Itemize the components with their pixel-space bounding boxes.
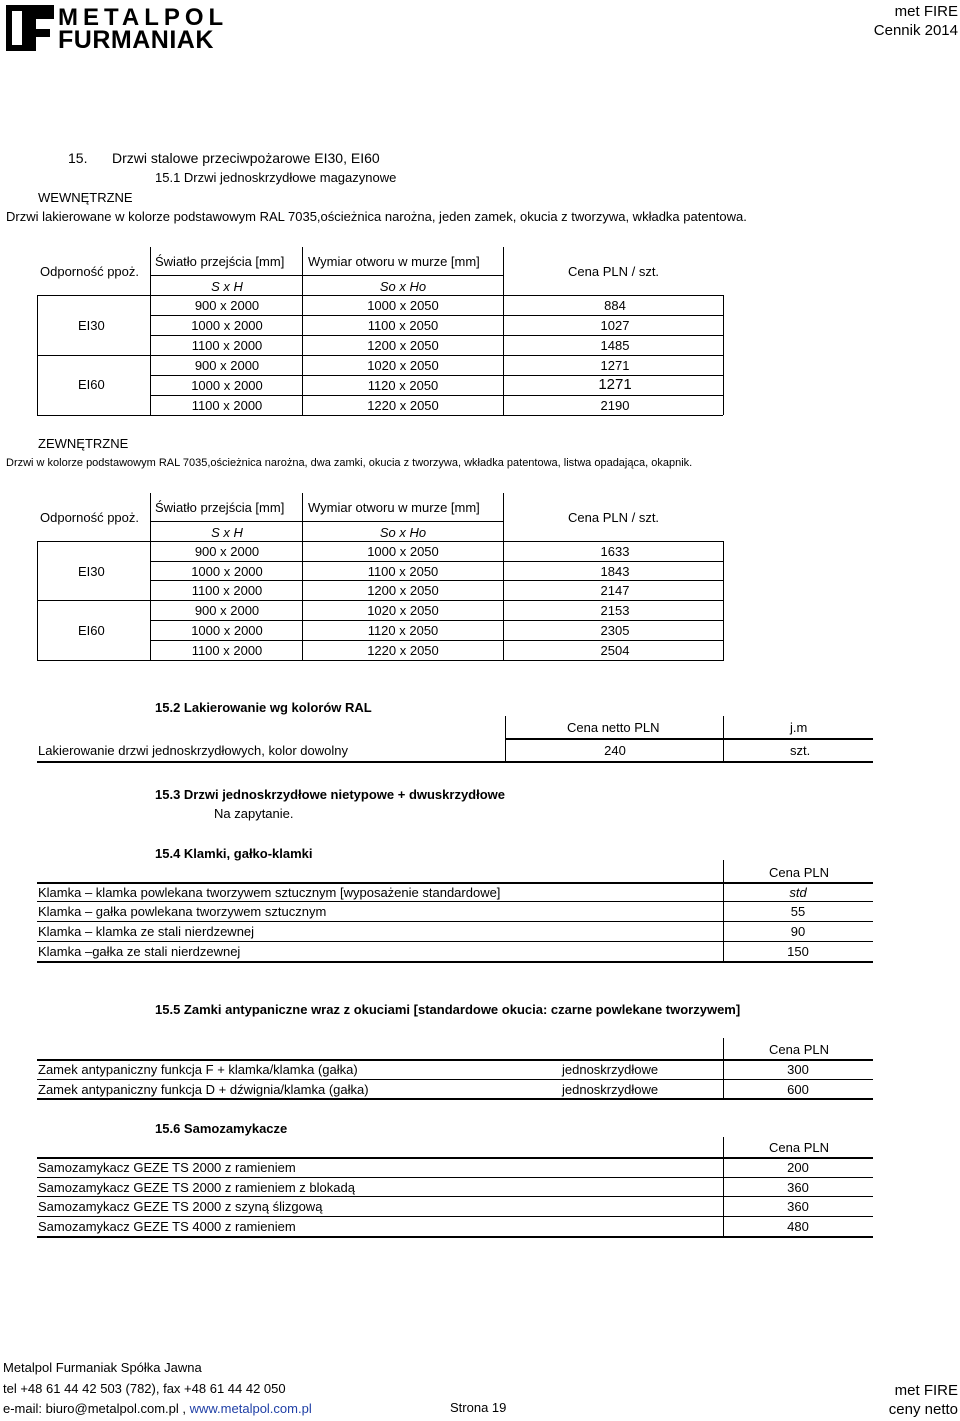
table-cell: 1000 x 2000 — [191, 564, 263, 579]
col-header-price: Cena PLN / szt. — [568, 264, 660, 279]
table-cell-price: 2153 — [600, 603, 630, 618]
table-cell: 1220 x 2050 — [367, 398, 439, 413]
table-rule — [37, 1216, 873, 1217]
closer-item-name: Samozamykacz GEZE TS 2000 z ramieniem z blokadą — [38, 1180, 355, 1195]
table-cell: 1000 x 2000 — [191, 623, 263, 638]
table-cell: 1000 x 2050 — [367, 544, 439, 559]
handle-item-name: Klamka – klamka powlekana tworzywem sztucznym [wyposażenie standardowe] — [38, 885, 501, 900]
table-divider — [302, 493, 303, 661]
table-cell: 1020 x 2050 — [367, 358, 439, 373]
table-cell-price: 1843 — [600, 564, 630, 579]
table-cell: 900 x 2000 — [194, 298, 260, 313]
table-cell: 1100 x 2000 — [191, 583, 263, 598]
col-header-unit: j.m — [790, 720, 808, 735]
resistance-class-ei30: EI30 — [78, 564, 105, 579]
col-header-resistance: Odporność ppoż. — [40, 264, 140, 279]
table-rule — [37, 415, 723, 416]
footer-website-link[interactable]: www.metalpol.com.pl — [189, 1401, 312, 1416]
footer-contact — [3, 1401, 312, 1416]
subsection-15-1-title: 15.1 Drzwi jednoskrzydłowe magazynowe — [155, 170, 397, 185]
handle-item-price: std — [789, 885, 807, 900]
table-rule — [150, 620, 723, 621]
col-subheader-opening: S x H — [211, 279, 243, 294]
table-rule — [37, 660, 723, 661]
col-header-price-net: Cena netto PLN — [567, 720, 660, 735]
col-subheader-wall: So x Ho — [379, 279, 427, 294]
subsection-15-3-title: 15.3 Drzwi jednoskrzydłowe nietypowe + dwuskrzydłowe — [155, 787, 506, 802]
table-cell: 1000 x 2050 — [367, 298, 439, 313]
table-rule — [37, 1196, 873, 1197]
col-header-resistance: Odporność ppoż. — [40, 510, 140, 525]
closer-item-name: Samozamykacz GEZE TS 2000 z ramieniem — [38, 1160, 296, 1175]
table-divider — [150, 493, 151, 661]
table-divider — [723, 1137, 724, 1237]
lacquer-item: Lakierowanie drzwi jednoskrzydłowych, kolor dowolny — [38, 743, 348, 758]
table-rule — [37, 600, 723, 601]
closer-item-price: 360 — [787, 1199, 809, 1214]
table-rule — [37, 1079, 873, 1080]
footer-phone: tel +48 61 44 42 503 (782), fax +48 61 44 42 050 — [3, 1381, 286, 1396]
table-cell: 1000 x 2000 — [191, 318, 263, 333]
col-header-opening: Światło przejścia [mm] — [155, 500, 285, 515]
closer-item-name: Samozamykacz GEZE TS 2000 z szyną ślizgową — [38, 1199, 323, 1214]
table-cell: 1120 x 2050 — [367, 623, 439, 638]
table-divider — [723, 541, 724, 661]
closer-item-price: 480 — [787, 1219, 809, 1234]
table-divider — [503, 247, 504, 415]
table-rule — [37, 901, 873, 902]
table-rule — [150, 315, 723, 316]
footer-product: met FIRE — [894, 1382, 958, 1399]
table-cell-price: 1027 — [600, 318, 630, 333]
table-rule — [37, 355, 723, 356]
handle-item-price: 55 — [790, 904, 806, 919]
exterior-description: Drzwi w kolorze podstawowym RAL 7035,ościeżnica narożna, dwa zamki, okucia z tworzywa, wkładka patentowa, listwa opadająca, okapnik. — [6, 457, 693, 469]
col-header-price: Cena PLN — [769, 1140, 829, 1155]
table-cell-price: 2305 — [600, 623, 630, 638]
col-header-opening: Światło przejścia [mm] — [155, 254, 285, 269]
table-rule — [505, 738, 873, 740]
table-rule — [37, 541, 723, 542]
table-cell-price: 2147 — [600, 583, 630, 598]
col-header-price: Cena PLN — [769, 1042, 829, 1057]
table-cell-price: 1271 — [598, 376, 632, 393]
subsection-15-6-title: 15.6 Samozamykacze — [155, 1121, 288, 1136]
table-rule — [37, 941, 873, 942]
closer-item-price: 360 — [787, 1180, 809, 1195]
panic-item-price: 600 — [787, 1082, 809, 1097]
table-cell: 900 x 2000 — [194, 603, 260, 618]
table-rule — [37, 1177, 873, 1178]
table-rule — [37, 921, 873, 922]
table-divider — [503, 493, 504, 661]
handle-item-name: Klamka – klamka ze stali nierdzewnej — [38, 924, 255, 939]
table-rule — [150, 395, 723, 396]
col-header-price: Cena PLN — [769, 865, 829, 880]
resistance-class-ei30: EI30 — [78, 318, 105, 333]
panic-item-price: 300 — [787, 1062, 809, 1077]
table-divider — [723, 1038, 724, 1099]
table-rule — [37, 1157, 873, 1159]
table-cell-price: 2190 — [600, 398, 630, 413]
footer-email: e-mail: biuro@metalpol.com.pl , — [3, 1401, 186, 1416]
table-cell: 1100 x 2000 — [191, 338, 263, 353]
table-divider — [302, 247, 303, 415]
header-product: met FIRE — [894, 3, 958, 20]
table-cell: 1220 x 2050 — [367, 643, 439, 658]
table-cell: 900 x 2000 — [194, 544, 260, 559]
footer-price-note: ceny netto — [888, 1401, 958, 1418]
exterior-heading: ZEWNĘTRZNE — [38, 436, 129, 451]
panic-item-type: jednoskrzydłowe — [562, 1082, 659, 1097]
table-cell-price: 1633 — [600, 544, 630, 559]
table-cell-price: 1271 — [600, 358, 630, 373]
table-rule — [150, 375, 723, 376]
table-divider — [150, 247, 151, 415]
subsection-15-5-title: 15.5 Zamki antypaniczne wraz z okuciami [standardowe okucia: czarne powlekane tworzywem] — [155, 1002, 741, 1017]
handle-item-name: Klamka – gałka powlekana tworzywem sztucznym — [38, 904, 327, 919]
on-request-note: Na zapytanie. — [214, 806, 294, 821]
resistance-class-ei60: EI60 — [78, 377, 105, 392]
resistance-class-ei60: EI60 — [78, 623, 105, 638]
table-cell: 1100 x 2000 — [191, 398, 263, 413]
subsection-15-4-title: 15.4 Klamki, gałko-klamki — [155, 846, 313, 861]
footer-company: Metalpol Furmaniak Spółka Jawna — [3, 1360, 202, 1375]
table-divider — [37, 541, 38, 661]
panic-item-name: Zamek antypaniczny funkcja F + klamka/klamka (gałka) — [38, 1062, 358, 1077]
closer-item-price: 200 — [787, 1160, 809, 1175]
subsection-15-2-title: 15.2 Lakierowanie wg kolorów RAL — [155, 700, 372, 715]
col-header-price: Cena PLN / szt. — [568, 510, 660, 525]
logo-text-line2: FURMANIAK — [58, 26, 214, 54]
table-rule — [37, 1236, 873, 1238]
table-rule — [37, 1059, 873, 1061]
closer-item-name: Samozamykacz GEZE TS 4000 z ramieniem — [38, 1219, 296, 1234]
table-divider — [723, 295, 724, 415]
panic-item-name: Zamek antypaniczny funkcja D + dźwignia/klamka (gałka) — [38, 1082, 369, 1097]
table-cell: 1200 x 2050 — [367, 583, 439, 598]
table-rule — [150, 521, 503, 522]
table-cell-price: 2504 — [600, 643, 630, 658]
table-rule — [37, 1098, 873, 1100]
table-rule — [37, 882, 873, 884]
logo-mark-icon — [6, 5, 54, 51]
col-subheader-wall: So x Ho — [379, 525, 427, 540]
company-logo — [6, 4, 256, 54]
table-divider — [723, 860, 724, 962]
table-rule — [150, 275, 503, 276]
col-subheader-opening: S x H — [211, 525, 243, 540]
panic-item-type: jednoskrzydłowe — [562, 1062, 659, 1077]
table-rule — [37, 295, 723, 296]
table-rule — [150, 580, 723, 581]
table-rule — [150, 561, 723, 562]
table-cell: 1000 x 2000 — [191, 378, 263, 393]
section-title: Drzwi stalowe przeciwpożarowe EI30, EI60 — [112, 150, 380, 166]
handle-item-price: 150 — [787, 944, 809, 959]
table-cell: 1020 x 2050 — [367, 603, 439, 618]
table-cell: 1120 x 2050 — [367, 378, 439, 393]
footer-page-number: Strona 19 — [450, 1400, 507, 1415]
table-cell: 1100 x 2000 — [191, 643, 263, 658]
col-header-wall: Wymiar otworu w murze [mm] — [308, 500, 480, 515]
table-rule — [37, 961, 873, 963]
table-rule — [150, 640, 723, 641]
col-header-wall: Wymiar otworu w murze [mm] — [308, 254, 480, 269]
table-cell: 900 x 2000 — [194, 358, 260, 373]
handle-item-price: 90 — [790, 924, 806, 939]
handle-item-name: Klamka –gałka ze stali nierdzewnej — [38, 944, 241, 959]
table-cell: 1200 x 2050 — [367, 338, 439, 353]
table-rule — [150, 335, 723, 336]
header-pricelist-year: Cennik 2014 — [873, 22, 958, 39]
lacquer-unit: szt. — [790, 743, 811, 758]
section-number: 15. — [68, 150, 88, 166]
interior-description: Drzwi lakierowane w kolorze podstawowym RAL 7035,ościeżnica narożna, jeden zamek, okucia z tworzywa, wkładka patentowa. — [6, 209, 747, 224]
table-cell-price: 1485 — [600, 338, 630, 353]
table-cell: 1100 x 2050 — [367, 318, 439, 333]
table-cell: 1100 x 2050 — [367, 564, 439, 579]
interior-heading: WEWNĘTRZNE — [38, 190, 133, 205]
lacquer-price: 240 — [604, 743, 626, 758]
logo-text-line1: METALPOL — [58, 4, 229, 31]
table-rule — [37, 761, 873, 763]
table-cell-price: 884 — [604, 298, 626, 313]
